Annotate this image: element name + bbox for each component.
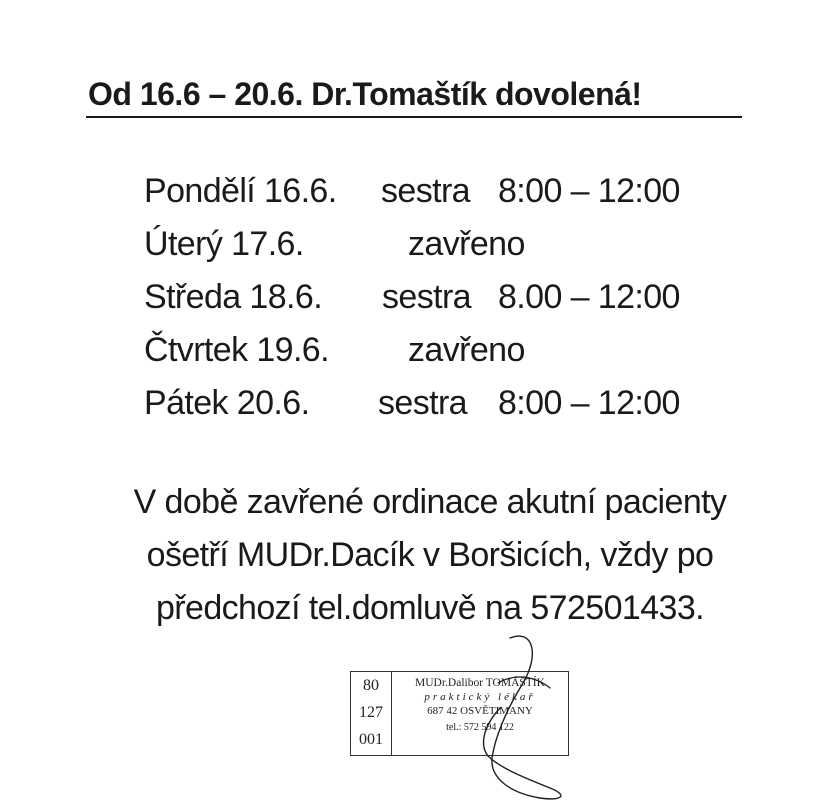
schedule-day: Středa 18.6.: [144, 278, 323, 316]
stamp-address: 687 42 OSVĚTIMANY: [427, 705, 533, 717]
schedule-staff: sestra: [381, 172, 470, 210]
emergency-info: [60, 476, 800, 635]
info-line: V době zavřené ordinace akutní pacienty: [133, 483, 727, 521]
notice-title: Od 16.6 – 20.6. Dr.Tomaštík dovolená!: [88, 76, 642, 112]
schedule-day: Pondělí 16.6.: [144, 172, 337, 210]
handwritten-signature: [440, 628, 580, 803]
info-line: ošetří MUDr.Dacík v Boršicích, vždy po: [146, 536, 714, 574]
info-line: předchozí tel.domluvě na 572501433.: [156, 589, 704, 627]
schedule-hours: 8:00 – 12:00: [498, 384, 680, 422]
stamp-role: praktický lékař: [424, 691, 536, 703]
schedule-hours: 8:00 – 12:00: [498, 172, 680, 210]
schedule-staff: zavřeno: [408, 225, 525, 263]
schedule-staff: sestra: [382, 278, 471, 316]
stamp-code: 001: [359, 731, 383, 748]
schedule-day: Pátek 20.6.: [144, 384, 310, 422]
schedule-staff: sestra: [378, 384, 467, 422]
stamp-doctor-name: MUDr.Dalibor TOMÁŠTÍK: [415, 677, 545, 689]
signature-stroke: [484, 636, 561, 799]
title-underline: [86, 116, 742, 118]
schedule-day: Čtvrtek 19.6.: [144, 331, 329, 369]
stamp-code: 127: [359, 704, 383, 721]
stamp-phone: tel.: 572 594 122: [446, 722, 514, 733]
schedule-hours: 8.00 – 12:00: [498, 278, 680, 316]
schedule-day: Úterý 17.6.: [144, 225, 304, 263]
stamp-codes: [351, 672, 392, 755]
schedule-staff: zavřeno: [408, 331, 525, 369]
stamp-code: 80: [363, 677, 379, 694]
